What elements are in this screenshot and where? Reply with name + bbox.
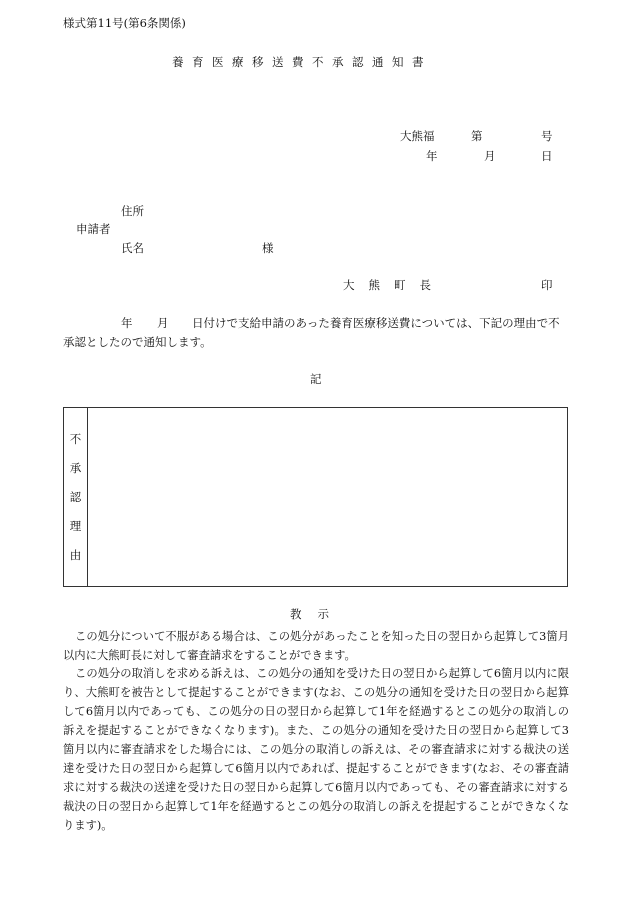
honorific: 様 [262,241,274,255]
body-year-label: 年 [121,316,133,330]
reason-label-char: 由 [69,548,82,562]
date-day-label: 日 [541,149,553,163]
instruction-paragraph-1: この処分について不服がある場合は、この処分があったことを知った日の翌日から起算して3箇月以内に大熊町長に対して審査請求をすることができます。 [63,630,569,662]
issuer-title: 大熊町長 [343,278,445,292]
seal-mark: 印 [541,278,553,292]
form-number: 様式第11号(第6条関係) [63,16,186,30]
reason-label-char: 承 [69,461,82,475]
applicant-label: 申請者 [76,222,111,236]
body-month-label: 月 [157,316,169,330]
instruction-heading: 教示 [290,607,345,621]
instruction-paragraph-2: この処分の取消しを求める訴えは、この処分の通知を受けた日の翌日から起算して6箇月以内に限り、大熊町を被告として提起することができます(なお、この処分の通知を受けた日の翌日から起算して6箇月以内であっても、この処分の日の翌日から起算して1年を経過するとこの処分の取消しの訴えを提起することができなくなります)。また、この処分の通知を受けた日の翌日から起算して3箇月以内に審査請求をした場合には、この処分の取消しの訴えは、その審査請求に対する裁決の送達を受けた日の翌日から起算して6箇月以内であれば、提起することができます(なお、その審査請求に対する裁決の送達を受けた日の翌日から起算して6箇月以内であっても、その審査請求に対する裁決の日の翌日から起算して1年を経過するとこの処分の取消しの訴えを提起することができなくなります)。 [63,667,569,832]
reference-go: 号 [541,129,553,143]
reason-box [63,407,568,587]
name-label: 氏名 [121,241,144,255]
date-month-label: 月 [484,149,496,163]
reference-prefix: 大熊福 [400,129,435,143]
reason-divider [87,408,88,586]
body-line-2: 承認としたので通知します。 [63,335,212,349]
date-year-label: 年 [426,149,438,163]
reference-dai: 第 [471,129,483,143]
address-label: 住所 [121,204,144,218]
body-line-1: 日付けで支給申請のあった養育医療移送費については、下記の理由で不 [192,316,560,330]
ki-heading: 記 [310,372,322,386]
reason-label-char: 認 [69,490,82,504]
reason-label-char: 理 [69,519,82,533]
document-title: 養育医療移送費不承認通知書 [172,55,432,69]
reason-label-char: 不 [69,432,82,446]
